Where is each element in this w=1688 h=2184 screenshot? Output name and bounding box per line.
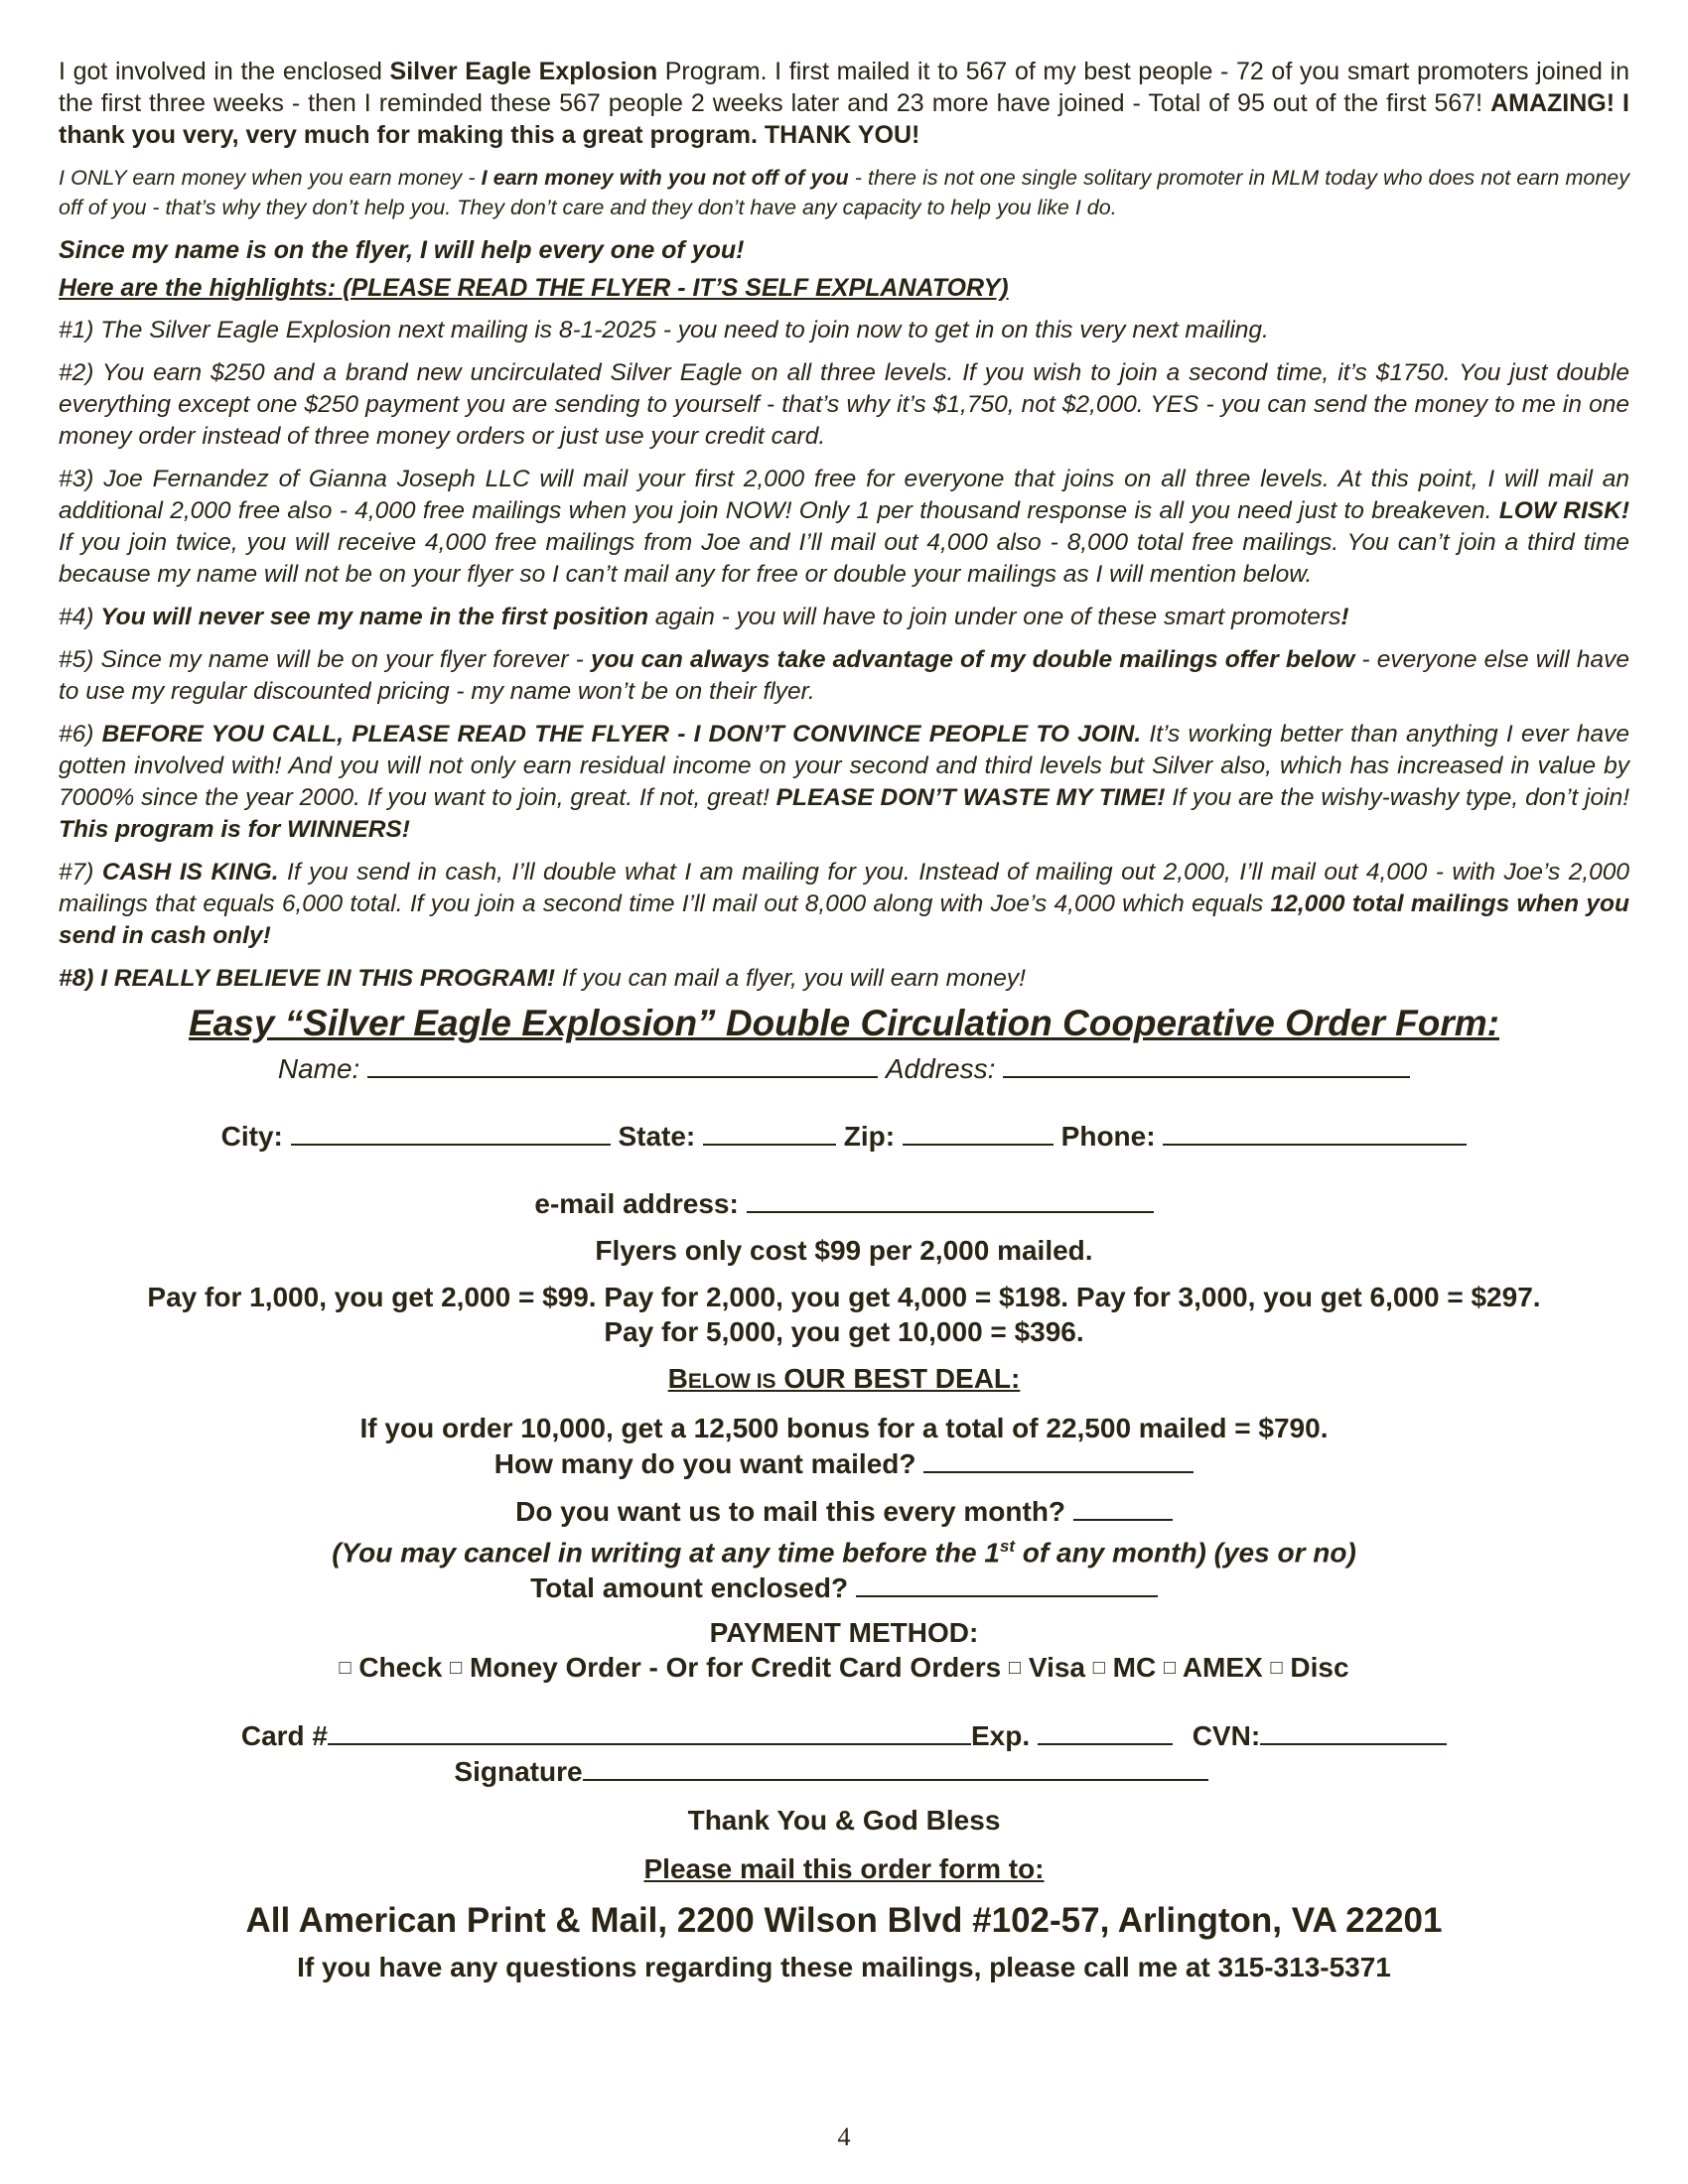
note-emphasis: I earn money with you not off of you — [481, 166, 849, 190]
earnings-note — [59, 163, 1629, 222]
name-label: Name: — [277, 1053, 360, 1084]
item-3-text-2: If you join twice, you will receive 4,000 free mailings from Joe and I’ll mail out 4,000 also - 8,000 total free mailings. You can’t join a third time because my name will not be on your flyer so I can’t mail any for free or double your mailings as I will mention below. — [59, 529, 1629, 588]
pay-check-label: Check — [358, 1652, 443, 1684]
highlight-item-2: #2) You earn $250 and a brand new uncirculated Silver Eagle on all three levels. If you wish to join a second time, it’s $1750. You just double everything except one $250 payment you are sending to yourself - that’s why it’s $1,750, not $2,000. YES - you can send the money to me in one money order instead of three money orders or just use your credit card. — [59, 359, 1629, 450]
cvn-field[interactable] — [1260, 1717, 1447, 1745]
cancel-note — [59, 1529, 1629, 1570]
note-text-1: I ONLY earn money when you earn money - — [59, 166, 482, 190]
questions-line: If you have any questions regarding these mailings, please call me at 315-313-5371 — [297, 1952, 1391, 1983]
email-row — [59, 1185, 1629, 1223]
page-number: 4 — [837, 2122, 851, 2151]
item-6-text-2: If you are the wishy-washy type, don’t join! — [1165, 784, 1630, 811]
state-field[interactable] — [703, 1118, 836, 1146]
how-many-label: How many do you want mailed? — [493, 1448, 916, 1479]
item-6-number: #6) — [59, 721, 102, 748]
best-deal-initial: B — [667, 1363, 688, 1394]
item-4-number: #4) — [59, 604, 101, 630]
name-field[interactable] — [367, 1050, 878, 1078]
checkbox-amex[interactable]: □ — [1163, 1657, 1177, 1680]
highlight-item-6 — [59, 719, 1629, 846]
signature-label: Signature — [454, 1756, 583, 1788]
best-deal-rest: OUR BEST DEAL: — [775, 1363, 1021, 1394]
item-6-emphasis-2: PLEASE DON’T WASTE MY TIME! — [775, 784, 1166, 811]
monthly-row — [59, 1493, 1629, 1529]
highlight-item-1: #1) The Silver Eagle Explosion next mailing is 8-1-2025 - you need to join now to get in on this very next mailing. — [59, 317, 1269, 343]
item-4-exclaim: ! — [1340, 604, 1349, 630]
intro-text-2: Program. I first mailed it to 567 of my best people - 72 of you smart promoters joined in the first three weeks - then I reminded these 567 people 2 weeks later and 23 more have joined - Total of 95 out of the first 567! — [59, 58, 1629, 117]
item-7-emphasis: 12,000 total mailings when you send in cash only! — [59, 890, 1629, 949]
best-deal-smallcaps: ELOW IS — [687, 1370, 776, 1393]
city-field[interactable] — [291, 1118, 611, 1146]
how-many-row — [59, 1445, 1629, 1481]
item-4-text: again - you will have to join under one of these smart promoters — [648, 604, 1341, 630]
flyers-cost: Flyers only cost $99 per 2,000 mailed. — [595, 1235, 1093, 1266]
pay-amex-label: AMEX — [1182, 1652, 1263, 1684]
item-8-emphasis: #8) I REALLY BELIEVE IN THIS PROGRAM! — [59, 965, 556, 992]
mail-to-heading: Please mail this order form to: — [643, 1853, 1045, 1885]
city-label: City: — [220, 1121, 283, 1152]
item-5-text-1: #5) Since my name will be on your flyer forever - — [59, 646, 591, 673]
best-deal-heading — [59, 1361, 1629, 1399]
exp-label: Exp. — [971, 1720, 1031, 1752]
card-row — [59, 1717, 1629, 1753]
address-field[interactable] — [1003, 1050, 1410, 1078]
cancel-text-1: (You may cancel in writing at any time before the 1 — [332, 1537, 1000, 1569]
order-form-title: Easy “Silver Eagle Explosion” Double Circulation Cooperative Order Form: — [189, 1003, 1499, 1043]
payment-heading: PAYMENT METHOD: — [709, 1617, 979, 1649]
note-text-2: - there is not one single solitary promoter in MLM today who does not earn money off of you - that’s why they don’t help you. They don’t care and they don’t have any capacity to help you like I do. — [59, 166, 1629, 219]
best-deal-offer: If you order 10,000, get a 12,500 bonus for a total of 22,500 mailed = $790. — [359, 1413, 1329, 1443]
checkbox-visa[interactable]: □ — [1009, 1657, 1022, 1680]
pay-money-order-label: Money Order - Or for Credit Card Orders — [470, 1652, 1002, 1684]
email-field[interactable] — [747, 1185, 1154, 1213]
item-7-number: #7) — [59, 859, 102, 886]
pricing-line-2: Pay for 5,000, you get 10,000 = $396. — [604, 1316, 1084, 1347]
pay-mc-label: MC — [1112, 1652, 1157, 1684]
zip-label: Zip: — [843, 1121, 896, 1152]
card-number-field[interactable] — [328, 1717, 971, 1745]
signature-field[interactable] — [583, 1753, 1208, 1781]
state-label: State: — [618, 1121, 696, 1152]
email-label: e-mail address: — [534, 1188, 739, 1219]
intro-paragraph — [59, 56, 1629, 151]
total-field[interactable] — [856, 1570, 1158, 1597]
item-5-text-2: - everyone else will have to use my regular discounted pricing - my name won’t be on their flyer. — [59, 646, 1629, 705]
item-5-emphasis: you can always take advantage of my double mailings offer below — [590, 646, 1355, 673]
highlight-item-5 — [59, 644, 1629, 708]
item-3-text-1: #3) Joe Fernandez of Gianna Joseph LLC will mail your first 2,000 free for everyone that joins on all three levels. At this point, I will mail an additional 2,000 free also - 4,000 free mailings when you join NOW! Only 1 per thousand response is all you need just to breakeven. — [59, 466, 1629, 524]
help-statement: Since my name is on the flyer, I will help every one of you! — [59, 236, 745, 264]
city-state-zip-phone-row — [59, 1118, 1629, 1156]
item-4-emphasis: You will never see my name in the first position — [100, 604, 649, 630]
signature-row — [59, 1753, 1629, 1789]
thanks-line: Thank You & God Bless — [687, 1805, 1001, 1837]
checkbox-disc[interactable]: □ — [1270, 1657, 1283, 1680]
checkbox-check[interactable]: □ — [339, 1657, 352, 1680]
name-address-row — [59, 1050, 1629, 1088]
phone-field[interactable] — [1163, 1118, 1467, 1146]
highlight-item-4 — [59, 602, 1629, 633]
document-page — [59, 56, 1629, 1984]
highlights-heading: Here are the highlights: (PLEASE READ THE FLYER - IT’S SELF EXPLANATORY) — [59, 274, 1009, 302]
pay-visa-label: Visa — [1028, 1652, 1085, 1684]
mailing-address: All American Print & Mail, 2200 Wilson Blvd #102-57, Arlington, VA 22201 — [245, 1901, 1443, 1941]
total-row — [59, 1570, 1629, 1605]
cancel-superscript: st — [999, 1537, 1016, 1556]
highlight-item-8 — [59, 963, 1629, 995]
program-name: Silver Eagle Explosion — [389, 58, 658, 85]
intro-text-1: I got involved in the enclosed — [59, 58, 390, 85]
item-6-emphasis-1: BEFORE YOU CALL, PLEASE READ THE FLYER - I DON’T CONVINCE PEOPLE TO JOIN. — [101, 721, 1142, 748]
highlight-item-3 — [59, 464, 1629, 591]
zip-field[interactable] — [903, 1118, 1054, 1146]
item-6-text-1: It’s working better than anything I ever have gotten involved with! And you will not only earn residual income on your second and third levels but Silver also, which has increased in value by 7000% since the year 2000. If you want to join, great. If not, great! — [59, 721, 1630, 811]
pricing-line-1: Pay for 1,000, you get 2,000 = $99. Pay for 2,000, you get 4,000 = $198. Pay for 3,000, you get 6,000 = $297. — [147, 1282, 1541, 1312]
address-label: Address: — [885, 1053, 996, 1084]
cash-is-king: CASH IS KING. — [101, 859, 279, 886]
phone-label: Phone: — [1060, 1121, 1156, 1152]
checkbox-mc[interactable]: □ — [1092, 1657, 1105, 1680]
monthly-label: Do you want us to mail this every month? — [515, 1496, 1066, 1527]
low-risk-emphasis: LOW RISK! — [1498, 497, 1629, 524]
payment-options — [59, 1650, 1629, 1686]
cvn-label: CVN: — [1192, 1720, 1261, 1752]
pay-disc-label: Disc — [1290, 1652, 1349, 1684]
total-label: Total amount enclosed? — [530, 1572, 849, 1604]
item-8-text: If you can mail a flyer, you will earn money! — [555, 965, 1026, 992]
item-7-text: If you send in cash, I’ll double what I am mailing for you. Instead of mailing out 2,000, I’ll mail out 4,000 - with Joe’s 2,000 mailings that equals 6,000 total. If you join a second time I’ll mail out 8,000 along with Joe’s 4,000 which equals — [59, 859, 1630, 917]
monthly-field[interactable] — [1073, 1493, 1173, 1521]
cancel-text-2: of any month) (yes or no) — [1015, 1537, 1356, 1569]
checkbox-money-order[interactable]: □ — [450, 1657, 463, 1680]
card-label: Card # — [240, 1720, 328, 1752]
item-6-emphasis-3: This program is for WINNERS! — [59, 816, 410, 843]
how-many-field[interactable] — [923, 1445, 1194, 1473]
exp-field[interactable] — [1038, 1717, 1173, 1745]
highlight-item-7 — [59, 857, 1629, 952]
intro-thanks: AMAZING! I thank you very, very much for making this a great program. THANK YOU! — [59, 89, 1629, 149]
